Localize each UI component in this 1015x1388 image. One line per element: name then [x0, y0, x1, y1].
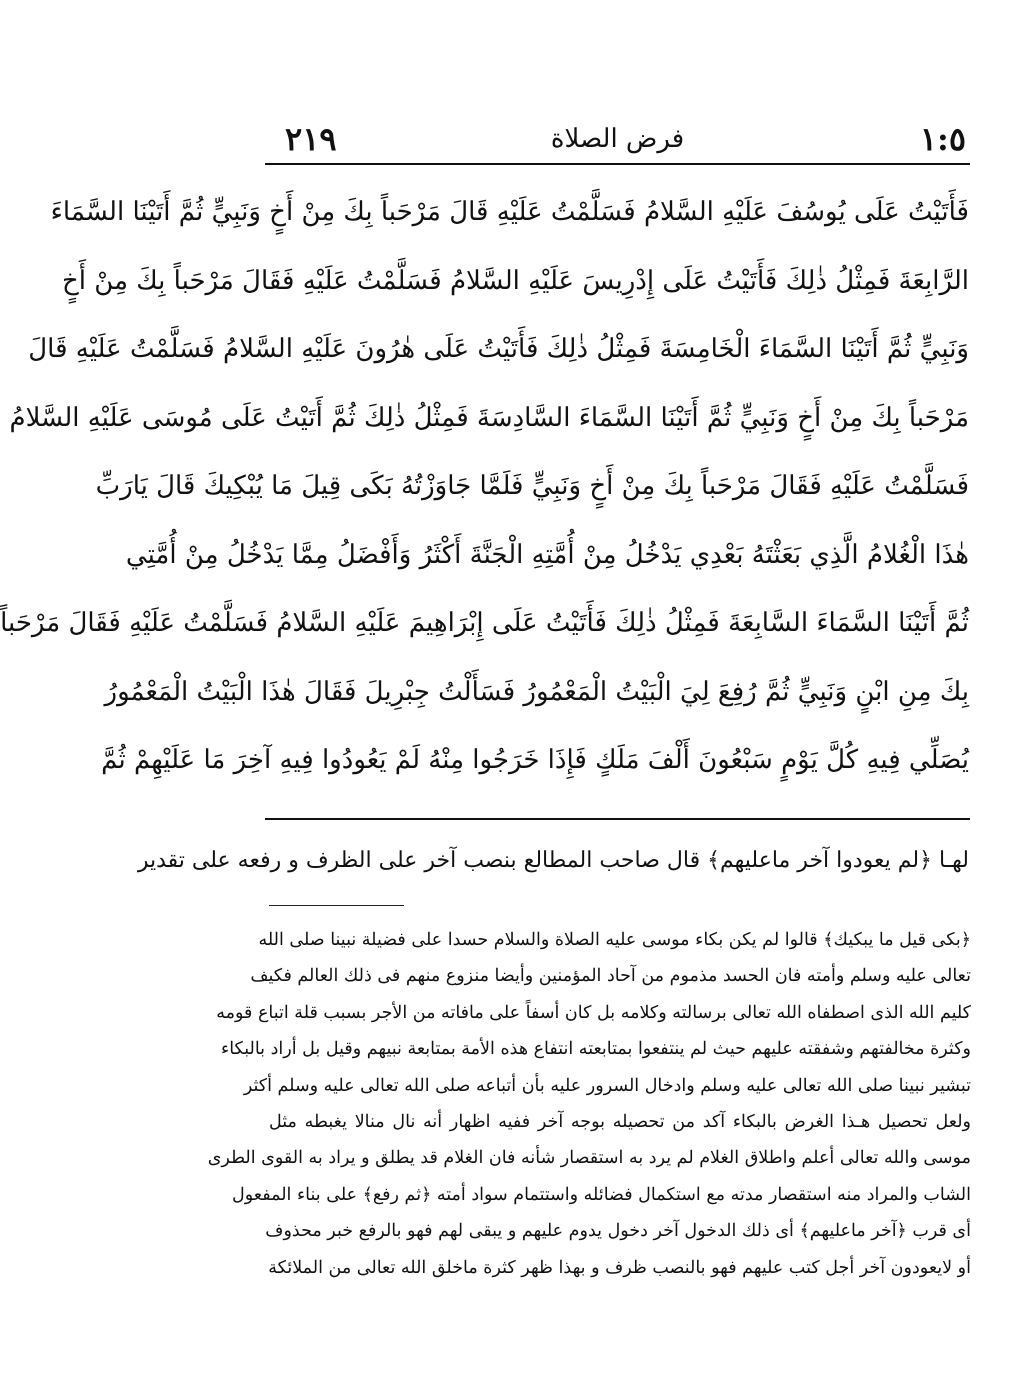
text-line: هٰذَا الْغُلامُ الَّذِي بَعَثْتَهُ بَعْدِي يَدْخُلُ مِنْ أُمَّتِهِ الْجَنَّةَ أَكْثَرُ وَأَفْضَلُ مِمَّا يَدْخُلُ مِنْ أُمَّتِي	[125, 539, 969, 570]
commentary-line: موسى والله تعالى أعلم واطلاق الغلام لم يرد به استقصار شأنه فان الغلام قد يطلق و يراد به القوى الطرى	[207, 1148, 971, 1169]
chapter-title: فرض الصلاة	[550, 124, 685, 154]
footnote-rule	[269, 905, 404, 906]
text-line: ثُمَّ أَتَيْنَا السَّمَاءَ السَّابِعَةَ فَمِثْلُ ذٰلِكَ فَأَتَيْتُ عَلَى إِبْرَاهِيمَ عَلَيْهِ السَّلامُ فَسَلَّمْتُ عَلَيْهِ فَقَالَ مَرْحَباً	[0, 608, 969, 638]
text-line: الرَّابِعَةَ فَمِثْلُ ذٰلِكَ فَأَتَيْتُ عَلَى إِدْرِيسَ عَلَيْهِ السَّلامُ فَسَلَّمْتُ عَلَيْهِ فَقَالَ مَرْحَباً بِكَ مِنْ أَخٍ	[62, 265, 969, 296]
page-header	[265, 118, 970, 162]
commentary-line: ولعل تحصيل هـذا الغرض بالبكاء آكد من تحصيله بوجه آخر ففيه اظهار أنه نال منالا يغبطه مثل	[269, 1111, 971, 1132]
text-line: وَنَبِيٍّ ثُمَّ أَتَيْنَا السَّمَاءَ الْخَامِسَةَ فَمِثْلُ ذٰلِكَ فَأَتَيْتُ عَلَى هٰرُونَ عَلَيْهِ السَّلامُ فَسَلَّمْتُ عَلَيْهِ قَالَ	[28, 334, 969, 364]
commentary-line: الشاب والمراد منه استقصار مدته مع استكمال فضائله واستتمام سواد أمته ﴿ثم رفع﴾ على بناء المفعول	[232, 1184, 971, 1205]
commentary-line: تعالى عليه وسلم وأمته فان الحسد مذموم من آحاد المؤمنين وأيضا منزوع منهم فى ذلك العالم فكيف	[250, 966, 971, 987]
marginal-note	[137, 836, 969, 886]
text-line: بِكَ مِنِ ابْنٍ وَنَبِيٍّ ثُمَّ رُفِعَ لِيَ الْبَيْتُ الْمَعْمُورُ فَسَأَلْتُ جِبْرِيلَ فَقَالَ هٰذَا الْبَيْتُ الْمَعْمُورُ	[104, 676, 969, 707]
commentary-line: وكثرة مخالفتهم وشفقته عليهم حيث لم ينتفعوا بمتابعته انتفاع هذه الأمة بمتابعة نبيهم وقيل بل أراد بالبكاء	[221, 1039, 971, 1060]
section-rule	[265, 818, 970, 820]
header-rule	[265, 163, 970, 165]
volume-reference: ١:٥	[919, 120, 966, 158]
text-line: فَأَتَيْتُ عَلَى يُوسُفَ عَلَيْهِ السَّلامُ فَسَلَّمْتُ عَلَيْهِ قَالَ مَرْحَباً بِكَ مِنْ أَخٍ وَنَبِيٍّ ثُمَّ أَتَيْنَا السَّمَاءَ	[50, 197, 969, 227]
commentary-line: ﴿بكى قيل ما يبكيك﴾ قالوا لم يكن بكاء موسى عليه الصلاة والسلام حسدا على فضيلة نبينا صلى الله	[258, 930, 971, 950]
commentary-line: كليم الله الذى اصطفاه الله تعالى برسالته وكلامه بل كان أسفاً على مافاته من الأجر بسبب قلة اتباع قومه	[216, 1002, 971, 1023]
commentary	[207, 922, 971, 1286]
commentary-line: أى قرب ﴿آخر ماعليهم﴾ أى ذلك الدخول آخر دخول يدوم عليهم و يبقى لهم فهو بالرفع خبر محذوف	[265, 1221, 971, 1242]
note-line: لهـا ﴿لم يعودوا آخر ماعليهم﴾ قال صاحب المطالع بنصب آخر على الظرف و رفعه على تقدير	[137, 848, 969, 873]
page-number: ٢١٩	[285, 120, 337, 158]
commentary-line: أو لايعودون آخر أجل كتب عليهم فهو بالنصب ظرف و بهذا ظهر كثرة ماخلق الله تعالى من الملائكة	[268, 1257, 971, 1278]
commentary-line: تبشير نبينا صلى الله تعالى عليه وسلم وادخال السرور عليه بأن أتباعه صلى الله تعالى عليه وسلم أكثر	[243, 1075, 971, 1096]
text-line: يُصَلِّي فِيهِ كُلَّ يَوْمٍ سَبْعُونَ أَلْفَ مَلَكٍ فَإِذَا خَرَجُوا مِنْهُ لَمْ يَعُودُوا فِيهِ آخِرَ مَا عَلَيْهِمْ ثُمَّ	[101, 745, 969, 775]
hadith-text	[0, 178, 969, 795]
text-line: مَرْحَباً بِكَ مِنْ أَخٍ وَنَبِيٍّ ثُمَّ أَتَيْنَا السَّمَاءَ السَّادِسَةَ فَمِثْلُ ذٰلِكَ ثُمَّ أَتَيْتُ عَلَى مُوسَى عَلَيْهِ السَّلامُ	[9, 402, 969, 433]
text-line: فَسَلَّمْتُ عَلَيْهِ فَقَالَ مَرْحَباً بِكَ مِنْ أَخٍ وَنَبِيٍّ فَلَمَّا جَاوَزْتُهُ بَكَى قِيلَ مَا يُبْكِيكَ قَالَ يَارَبِّ	[95, 471, 969, 501]
